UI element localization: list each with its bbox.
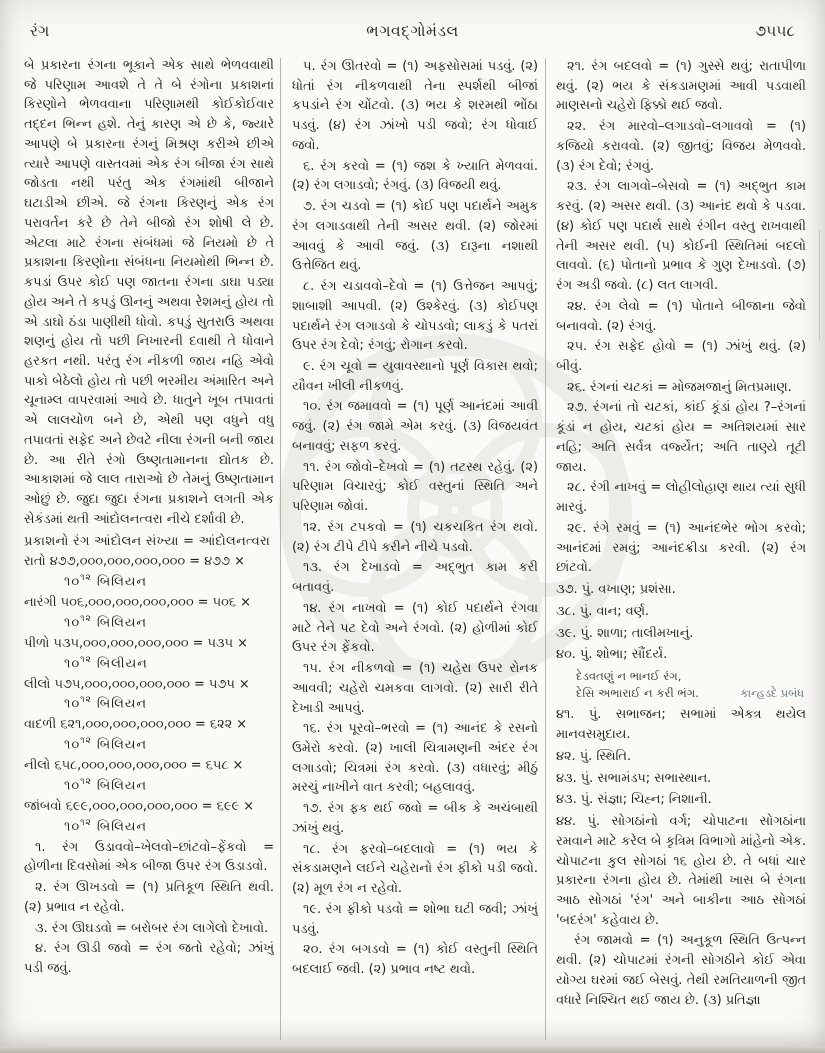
frequency-row-orange bbox=[24, 593, 274, 633]
exp-power: ૧૨ bbox=[80, 654, 92, 665]
exp-base: ૧૦ bbox=[64, 574, 81, 590]
dictionary-entry: ૪૦. પું. શોભા; સૌંદર્ય. bbox=[556, 647, 668, 663]
column-3 bbox=[556, 56, 806, 1048]
dictionary-entry: ૨. રંગ ઊખડવો = (૧) પ્રતિકૂળ સ્થિતિ થવી. (૨) પ્રભાવ ન રહેવો. bbox=[24, 880, 274, 915]
exp-base: ૧૦ bbox=[64, 778, 81, 794]
dictionary-entry: ૨૪. રંગ લેવો = (૧) પોતાને બીજાના જેવો બનાવવો. (૨) રંગવું. bbox=[556, 298, 806, 334]
dictionary-entry: ૨૩. રંગ લાગવો–બેસવો = (૧) અદ્ભુત કામ કરવું. (૨) અસર થવી. (૩) આનંદ થવો કે પડવા. (૪) કોઈ પણ પદાર્થ સાથે રંગીન વસ્તુ રાખવાથી તેની અસર થવી. (૫) કોઈની સ્થિતિમાં બદલો લાવવો. (૬) પોતાનો પ્રભાવ કે ગુણ દેખાડવો. (૭) રંગ અડી જવો. (૮) લત લાગવી. bbox=[556, 179, 806, 294]
dictionary-entry: ૪૩. પું. સભામંડપ; સભાસ્થાન. bbox=[556, 770, 712, 786]
header-book-title: ભગવદ્ગોમંડલ bbox=[366, 22, 459, 40]
frequency-value: જાંબવો ૬૯૯,૦૦૦,૦૦૦,૦૦૦,૦૦૦ = ૬૯૯ × bbox=[24, 798, 255, 814]
frequency-value: વાદળી ૬૨૧,૦૦૦,૦૦૦,૦૦૦,૦૦૦ = ૬૨૨ × bbox=[24, 717, 248, 733]
column-2 bbox=[292, 56, 538, 1048]
frequency-exponent bbox=[24, 735, 274, 755]
verse-line-1: દેડવતણું ન ભાનઈ રંગ, bbox=[576, 669, 682, 684]
sense-list-1 bbox=[556, 580, 806, 665]
frequency-exponent bbox=[24, 572, 274, 592]
page-header bbox=[0, 22, 825, 48]
frequency-value: નારંગી ૫૦૬,૦૦૦,૦૦૦,૦૦૦,૦૦૦ = ૫૦૬ × bbox=[24, 595, 251, 611]
dictionary-entry: ૪. રંગ ઊડી જવો = રંગ જતો રહેવો; ઝાંખું પડી જવું. bbox=[24, 941, 274, 977]
dictionary-entry: ૧. રંગ ઉડાવવો–ખેલવો–છાંટવો–ફેંકવો = હોળીના દિવસોમાં એક બીજા ઉપર રંગ ઉડાડવો. bbox=[24, 839, 274, 875]
dictionary-entry: ૧૯. રંગ ફીકો પડવો = શોભા ઘટી જવી; ઝાંખું પડવું. bbox=[292, 901, 538, 937]
frequency-row-blue bbox=[24, 715, 274, 755]
dictionary-entry: ૨૧. રંગ બદલવો = (૧) ગુસ્સે થવું; રાતાપીળા થવું. (૨) ભય કે સંકડામણમાં આવી પડવાથી માણસનો ચહેરો ફિક્કો થઈ જવો. bbox=[556, 59, 806, 114]
exp-power: ૧૨ bbox=[80, 817, 92, 828]
dictionary-entry: ૨૯. રંગે રમવું = (૧) આનંદભેર ભોગ કરવો; આનંદમાં રમવું; આનંદક્રીડા કરવી. (૨) રંગ છાંટવો. bbox=[556, 520, 806, 576]
dictionary-entry: ૧૦. રંગ જમાવવો = (૧) પૂર્ણ આનંદમાં આવી જવું. (૨) રંગ જામે એમ કરવું. (૩) વિજયવંત બનાવવું; સફળ કરવું. bbox=[292, 399, 538, 454]
dictionary-entry: ૧૧. રંગ જોવો–દેખવો = (૧) તટસ્થ રહેવું. (૨) પરિણામ વિચારવું; કોઈ વસ્તુનાં સ્થિતિ અને પરિણામ જોવાં. bbox=[292, 459, 538, 515]
exp-unit: બિલિયન bbox=[96, 818, 147, 834]
frequency-row-green bbox=[24, 675, 274, 715]
dictionary-entry: ૪૩. પું. સંજ્ઞા; ચિહ્ન; નિશાની. bbox=[556, 792, 712, 808]
exp-unit: બિલીયન bbox=[96, 655, 148, 671]
dictionary-entry: ૩૮. પું. વાન; વર્ણ. bbox=[556, 603, 650, 619]
frequency-row-indigo bbox=[24, 756, 274, 796]
scan-artifact-line bbox=[819, 230, 820, 340]
frequency-value: રાતો ૪૭૭,૦૦૦,૦૦૦,૦૦૦,૦૦૦ = ૪૭૭ × bbox=[24, 554, 245, 570]
verse-citation: કાન્હડદે પ્રબંધ bbox=[740, 687, 804, 701]
exp-power: ૧૨ bbox=[80, 776, 92, 787]
dictionary-entry: ૧૭. રંગ ફક થઈ જવો = બીક કે અચંબાથી ઝાંખું થવું. bbox=[292, 801, 538, 836]
sense-list-2 bbox=[556, 705, 806, 930]
dictionary-entry: ૬. રંગ કરવો = (૧) જશ કે ખ્યાતિ મેળવવાં. (૨) રંગ લગાડવો; રંગવું. (૩) વિજયી થવું. bbox=[292, 158, 538, 194]
dictionary-entry: ૪૧. પું. સભાજન; સભામાં એકત્ર થયેલ માનવસમુદાય. bbox=[556, 707, 806, 743]
dictionary-entry: ૨૫. રંગ સફેદ હોવો = (૧) ઝાંખું થવું. (૨) બીવું. bbox=[556, 339, 806, 375]
dictionary-entry: ૪૨. પું. સ્થિતિ. bbox=[556, 748, 632, 764]
frequency-exponent bbox=[24, 654, 274, 674]
dictionary-entry: ૩. રંગ ઊઘડવો = બરોબર રંગ લાગેલો દેખાવો. bbox=[35, 920, 269, 936]
frequency-row-violet bbox=[24, 797, 274, 837]
frequency-table-header: પ્રકાશનો રંગ આંદોલન સંખ્યા = આંદોલનત્વરા bbox=[24, 533, 271, 549]
exp-unit: બિલિયન bbox=[96, 615, 147, 631]
exp-unit: બિલિયન bbox=[96, 778, 147, 794]
header-entry-word: રંગ bbox=[30, 22, 50, 40]
idiom-list-2 bbox=[292, 57, 538, 980]
dictionary-entry: ૫. રંગ ઊતરવો = (૧) અફસોસમાં પડવું. (૨) ધોતાં રંગ નીકળવાથી તેના સ્પર્શથી બીજાં કપડાંને રંગ ચોંટવો. (૩) ભય કે શરમથી ભોંઠા પડવું. (૪) રંગ ઝાંખો પડી જવો; રંગ ધોવાઈ જવો. bbox=[292, 59, 538, 153]
dictionary-entry: ૨૮. રંગી નાખવું = લોહીલોહાણ થાય ત્યાં સુધી મારવું. bbox=[556, 480, 806, 516]
frequency-exponent bbox=[24, 776, 274, 796]
frequency-exponent bbox=[24, 817, 274, 837]
frequency-value: નીલો ૬૫૮,૦૦૦,૦૦૦,૦૦૦,૦૦૦ = ૬૫૮ × bbox=[24, 758, 244, 774]
exp-base: ૧૦ bbox=[64, 737, 81, 753]
verse-block bbox=[556, 668, 806, 703]
idiom-list-1 bbox=[24, 838, 274, 979]
page-bottom-edge bbox=[0, 1046, 825, 1053]
exp-power: ૧૨ bbox=[80, 573, 92, 584]
dictionary-entry: ૧૪. રંગ નાખવો = (૧) કોઈ પદાર્થને રંગવા માટે તેને પટ દેવો અને રંગવો. (૨) હોળીમાં કોઈ ઉપર રંગ ફેંકવો. bbox=[292, 600, 538, 656]
exp-power: ૧૨ bbox=[80, 613, 92, 624]
exp-unit: બિલિયન bbox=[96, 696, 147, 712]
dictionary-entry: ૩૯. પું. શાળા; તાલીમખાનું. bbox=[556, 625, 694, 641]
exp-unit: બિલિયન bbox=[96, 574, 147, 590]
dictionary-entry: ૪૪. પું. સોગઠાંનો વર્ગ; ચોપાટના સોગઠાંના રમવાને માટે કરેલ બે કૃત્રિમ વિભાગો માંહેનો એક. ચોપાટના કુલ સોગઠાં ૧૬ હોય છે. તે બધાં ચાર પ્રકારના રંગના હોય છે. તેમાંથી ખાસ બે રંગના આઠ સોગઠાં 'રંગ' અને બાકીના આઠ સોગઠાં 'બદરંગ' કહેવાય છે. bbox=[556, 814, 806, 928]
dictionary-entry: ૮. રંગ ચડાવવો–દેવો = (૧) ઉત્તેજન આપવું; શાબાશી આપવી. (૨) ઉશ્કેરવું. (૩) કોઈપણ પદાર્થને રંગ લગાડવો કે ચોપડવો; લાકડું કે પતરાં ઉપર રંગ દેવો; રંગવું; રોગાન કરવો. bbox=[292, 279, 538, 354]
verse-line-2: દેસિ અભારાઈ ન કરી ભંગ. bbox=[576, 686, 699, 701]
frequency-value: લીલો ૫૭૫,૦૦૦,૦૦૦,૦૦૦,૦૦૦ = ૫૭૫ × bbox=[24, 676, 250, 692]
dictionary-entry: ૧૮. રંગ ફરવો–બદલાવો = (૧) ભય કે સંકડામણને લઈને ચહેરાનો રંગ ફીકો પડી જવો. (૨) મૂળ રંગ ન રહેવો. bbox=[292, 841, 538, 897]
dictionary-entry: ૧૨. રંગ ટપકવો = (૧) ચકચકિત રંગ થવો. (૨) રંગ ટીપે ટીપે કરીને નીચે પડવો. bbox=[292, 519, 538, 555]
dictionary-entry: ૨૦. રંગ બગડવો = (૧) કોઈ વસ્તુની સ્થિતિ બદલાઈ જવી. (૨) પ્રભાવ નષ્ટ થવો. bbox=[292, 942, 538, 978]
exp-power: ૧૨ bbox=[80, 736, 92, 747]
dictionary-entry: ૧૫. રંગ નીકળવો = (૧) ચહેરા ઉપર રોનક આવવી; ચહેરો ચમકવા લાગવો. (૨) સારી રીતે દેખાડી આપવું. bbox=[292, 661, 538, 716]
column-divider-2 bbox=[545, 58, 546, 1040]
dictionary-entry: ૭. રંગ ચડવો = (૧) કોઈ પણ પદાર્થને અમુક રંગ લગાડવાથી તેની અસર થવી. (૨) જોરમાં આવવું કે આવી જવું. (૩) દારૂના નશાથી ઉત્તેજિત થવું. bbox=[292, 199, 538, 274]
exp-power: ૧૨ bbox=[80, 695, 92, 706]
verse-line-2-row bbox=[576, 685, 806, 703]
exp-base: ૧૦ bbox=[64, 655, 81, 671]
exp-base: ૧૦ bbox=[64, 696, 81, 712]
exp-unit: બિલિયન bbox=[96, 737, 147, 753]
exp-base: ૧૦ bbox=[64, 818, 81, 834]
dictionary-entry: ૧૬. રંગ પૂરવો–ભરવો = (૧) આનંદ કે રસનો ઉમેરો કરવો. (૨) ખાલી ચિત્રામણની અંદર રંગ લગાડવો; ચિત્રમાં રંગ કરવો. (૩) વધારવું; મીઠું મરચું નાખીને વાત કરવી; બહલાવવું. bbox=[292, 721, 538, 796]
frequency-exponent bbox=[24, 613, 274, 633]
dictionary-entry: ૧૩. રંગ દેખાડવો = અદ્ભુત કામ કરી બતાવવું. bbox=[292, 560, 538, 596]
dictionary-entry: ૨૭. રંગનાં તો ચટકાં, કાંઈ કૂંડાં હોય ?–રંગનાં કૂંડાં ન હોય, ચટકાં હોય = અતિશયમાં સાર નહિ; અતિ સર્વત્ર વર્જ્યેત; અતિ તાણ્યે તૂટી જાય. bbox=[556, 400, 806, 475]
dictionary-entry: ૨૬. રંગનાં ચટકાં = મોજમજાનું મિતપ્રમાણ. bbox=[567, 379, 792, 395]
frequency-row-yellow bbox=[24, 634, 274, 674]
frequency-value: પીળો ૫૩૫,૦૦૦,૦૦૦,૦૦૦,૦૦૦ = ૫૩૫ × bbox=[24, 635, 248, 651]
frequency-row-red bbox=[24, 552, 274, 592]
dictionary-entry: ૯. રંગ ચૂવો = યુવાવસ્થાનો પૂર્ણ વિકાસ થવો; યૌવન ખીલી નીકળવું. bbox=[292, 359, 538, 394]
idiom-rang-jamvo: રંગ જામવો = (૧) અનુકૂળ સ્થિતિ ઉત્પન્ન થવી. (૨) ચોપાટમાં રંગની સોગઠીને કોઈ એવા યોગ્ય ઘરમાં જઈ બેસવું. તેથી રમતિયાળની જીત વધારે નિશ્ચિત થઈ જાય છે. (૩) પ્રતિજ્ઞા bbox=[556, 933, 806, 1008]
idiom-list-3 bbox=[556, 57, 806, 578]
dictionary-entry: ૨૨. રંગ મારવો–લગાડવો–લગાવવો = (૧) કજિયો કરાવવો. (૨) જીતવું; વિજય મેળવવો. (૩) રંગ દેવો; રંગવું. bbox=[556, 119, 806, 174]
dictionary-entry: ૩૭. પું. વખાણ; પ્રશંસા. bbox=[556, 582, 676, 598]
column-divider-1 bbox=[280, 58, 281, 1040]
header-page-number: ૭૫૫૮ bbox=[755, 22, 795, 40]
exp-base: ૧૦ bbox=[64, 615, 81, 631]
intro-paragraph: બે પ્રકારના રંગના ભૂકાને એક સાથે ભેળવવાથી જે પરિણામ આવશે તે તે બે રંગોના પ્રકાશનાં કિરણોને ભેળવવાના પરિણામથી કોઈકોઈવાર તદ્દન ભિન્ન હશે. તેનું કારણ એ છે કે, જ્યારે આપણે બે પ્રકારના રંગનું મિશ્રણ કરીએ છીએ ત્યારે આપણે વાસ્તવમાં એક રંગ બીજા રંગ સાથે જોડતા નથી પરંતુ એક રંગમાંથી બીજાને ઘટાડીએ છીએ. જે રંગના કિરણનું એક રંગ પરાવર્તન કરે છે તેને બીજો રંગ શોષી લે છે. એટલા માટે રંગના સંબંધમાં જે નિયમો છે તે પ્રકાશના કિરણોના સંબંધના નિયમોથી ભિન્ન છે. કપડાં ઉપર કોઈ પણ જાતના રંગના ડાઘા પડ્યા હોય અને તે કપડું ઊનનું અથવા રેશમનું હોય તો એ ડાઘો ઠંડા પાણીથી ધોવો. કપડું સુતરાઉ અથવા શણનું હોય તો પછી નિખારની દવાથી તે ધોવાને હરકત નથી. પરંતુ રંગ નીકળી જાય નહિ એવો પાકો બેઠેલો હોય તો પછી ભરમીય અંમારિત અને ચૂનામ્લ વાપરવામાં આવે છે. ધાતુને ખૂબ તપાવતાં એ લાલચોળ બને છે, એથી પણ વધુને વધુ તપાવતાં સફેદ અને છેવટે નીલા રંગની બની જાય છે. આ રીતે રંગો ઉષ્ણતામાનના દ્યોતક છે. આકાશમાં જે લાલ તારાઓ છે તેમનું ઉષ્ણતામાન ઓછું છે. જુદા જુદા રંગના પ્રકાશને લગતી એક સેકંડમાં થતી આંદોલનત્વરા નીચે દર્શાવી છે. bbox=[24, 58, 274, 527]
frequency-exponent bbox=[24, 694, 274, 714]
column-1 bbox=[24, 56, 274, 1048]
